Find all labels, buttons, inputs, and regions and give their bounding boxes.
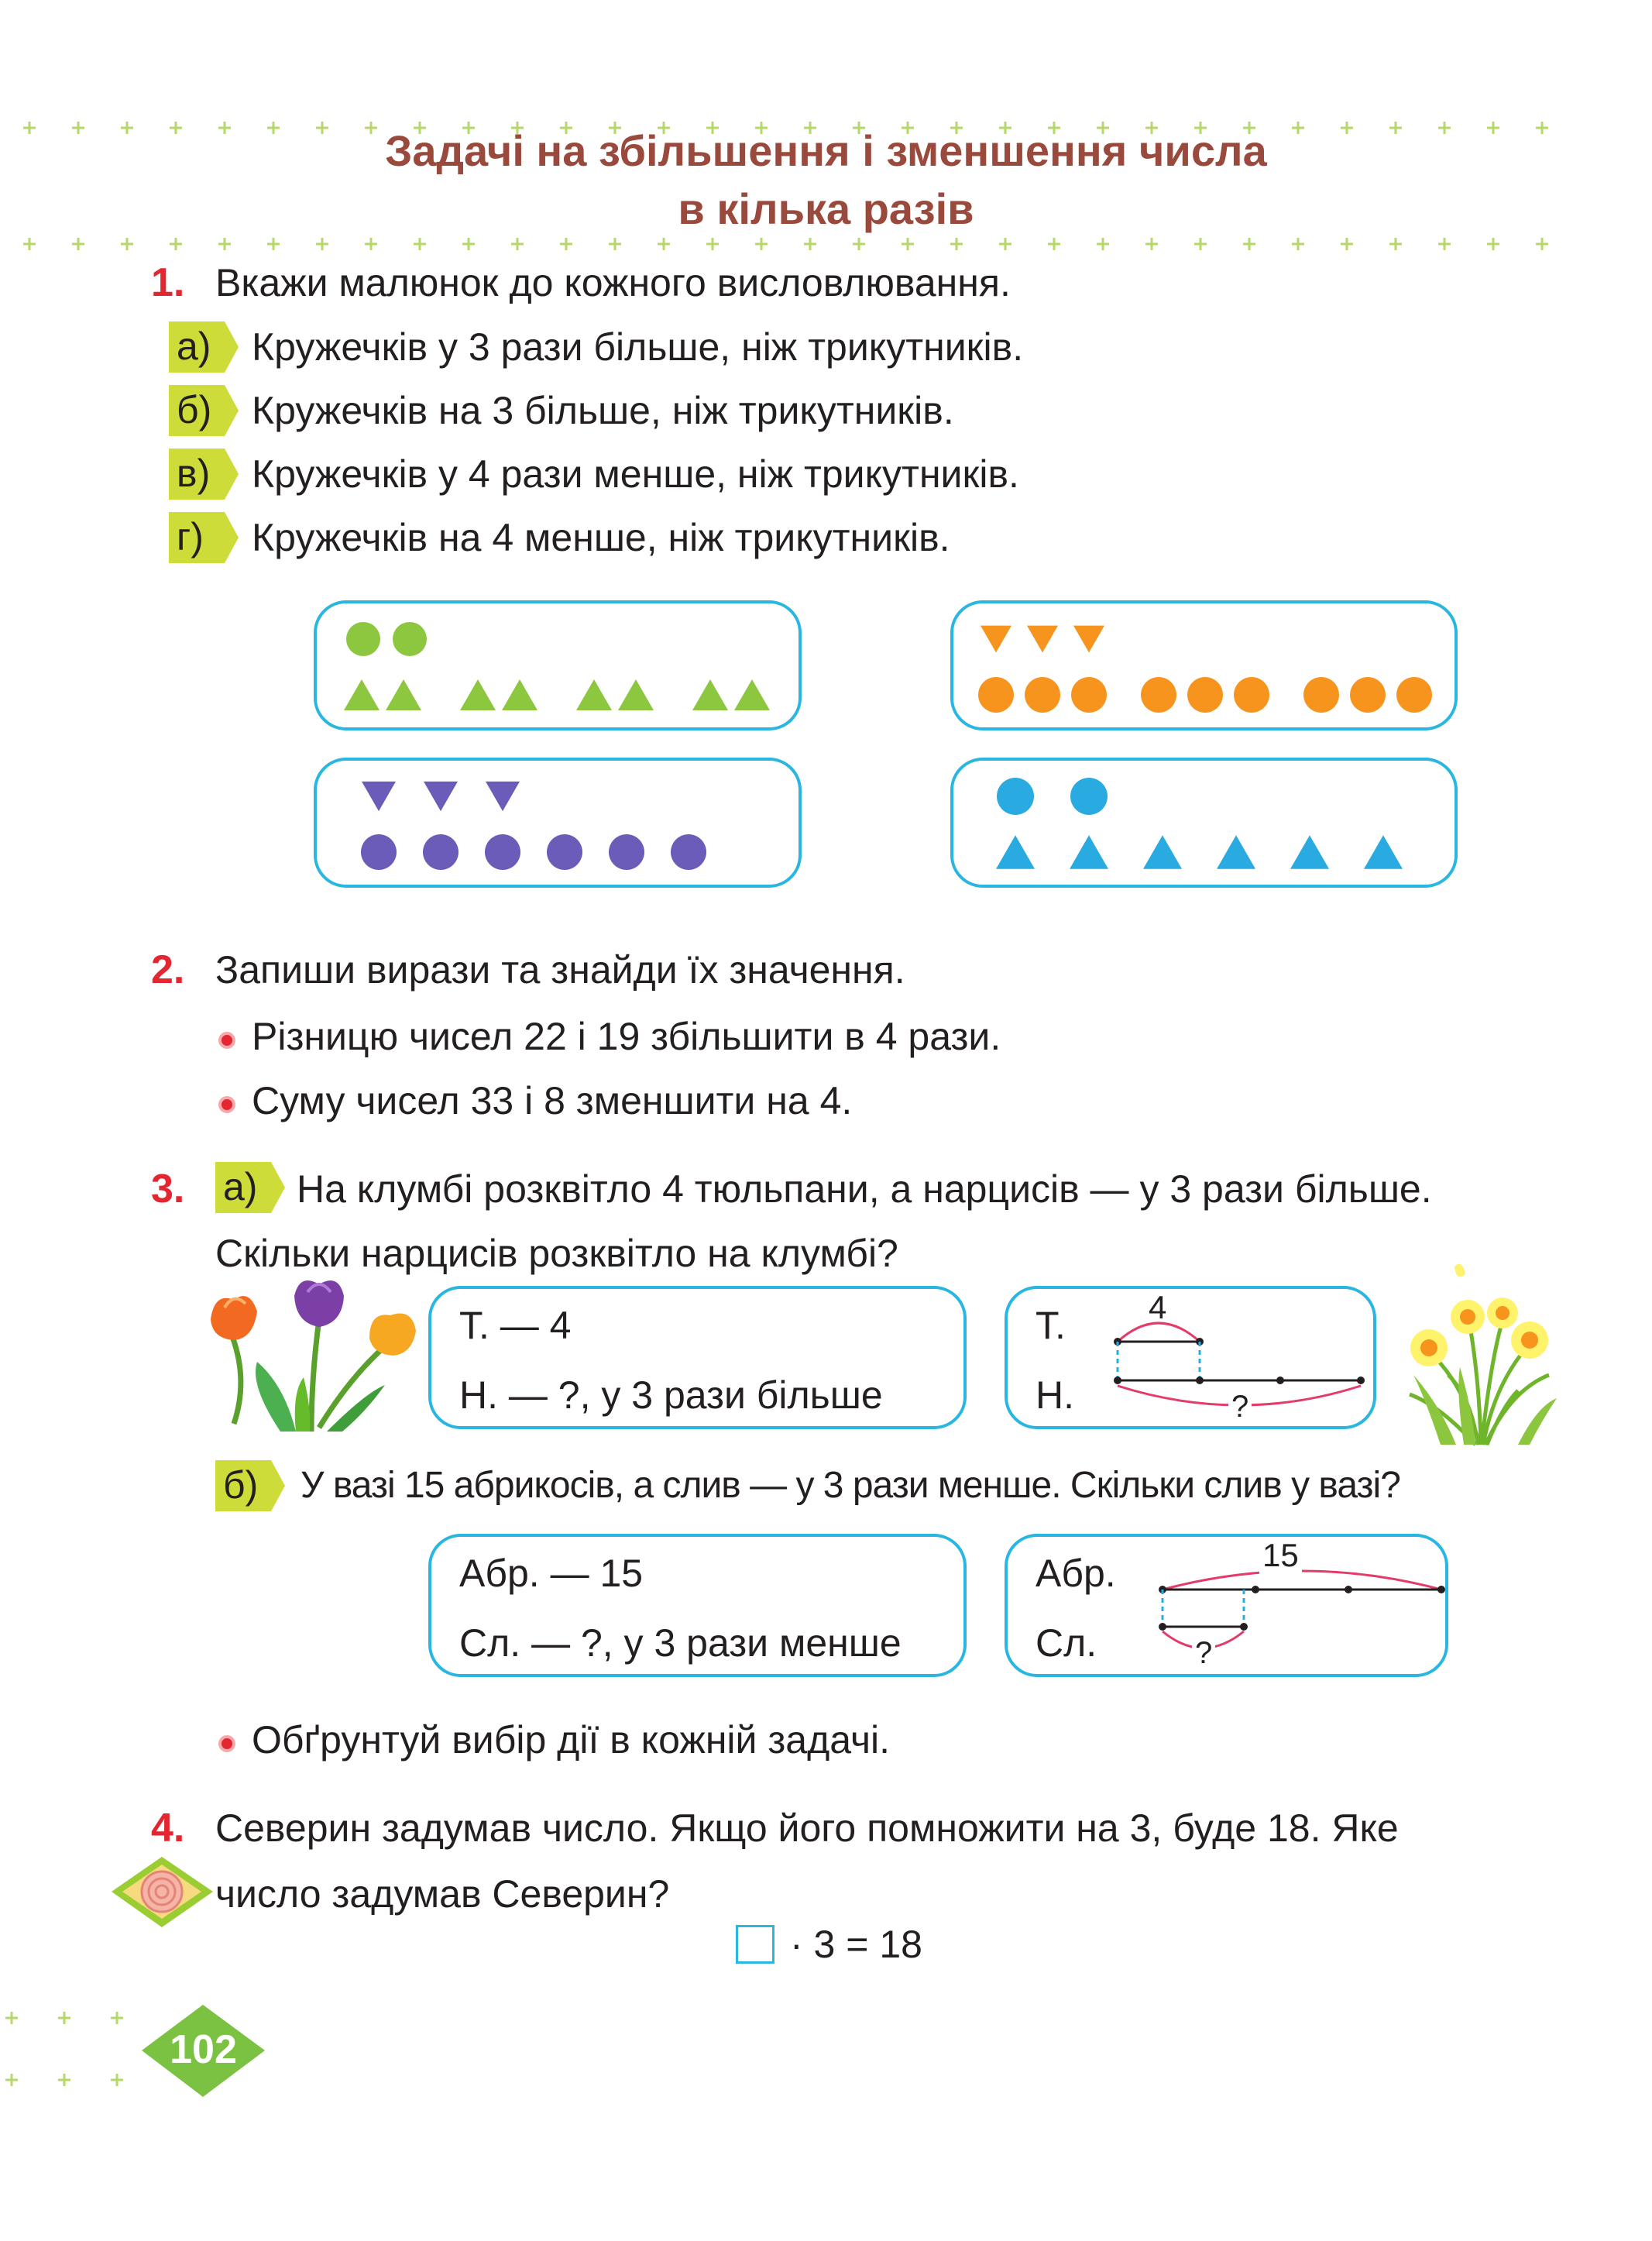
- circle-shape: [361, 834, 397, 870]
- task3-b-diagram: [1005, 1534, 1448, 1677]
- circle-shape: [609, 834, 644, 870]
- triangle-shape: [362, 782, 396, 811]
- plus-mark: [58, 2012, 70, 2024]
- triangle-shape: [1073, 626, 1104, 653]
- task3-a-note2: Н. — ?, у 3 рази більше: [459, 1373, 883, 1417]
- plus-mark: [5, 2012, 18, 2024]
- plus-mark: [365, 238, 377, 250]
- task2-bullet-1-icon: [218, 1032, 235, 1049]
- task4-line1: Северин задумав число. Якщо його помножити на 3, буде 18. Яке: [215, 1806, 1399, 1850]
- shapes-box-orange: [950, 600, 1458, 730]
- tulips-illustration: [203, 1277, 424, 1435]
- plus-mark: [1341, 238, 1353, 250]
- task1-letter-b: б): [169, 385, 225, 436]
- task3-b-diagram-top-value: 15: [1259, 1537, 1302, 1574]
- task1-item-c: Кружечків у 4 рази менше, ніж трикутників.: [252, 452, 1019, 496]
- task1-item-a: Кружечків у 3 рази більше, ніж трикутників.: [252, 325, 1024, 369]
- task2-bullet-1: Різницю чисел 22 і 19 збільшити в 4 рази.: [252, 1015, 1001, 1058]
- page-title: Задачі на збільшення і зменшення числа: [385, 126, 1267, 175]
- task3-b-shortnote: [428, 1534, 967, 1677]
- triangle-shape: [502, 679, 538, 710]
- task3-bullet-icon: [218, 1735, 235, 1752]
- task3-b-note2: Сл. — ?, у 3 рази менше: [459, 1621, 902, 1665]
- triangle-shape: [1143, 835, 1182, 869]
- triangle-shape: [1364, 835, 1403, 869]
- triangle-shape: [1027, 626, 1058, 653]
- task3-a-diagram-bottom-value: ?: [1228, 1390, 1252, 1425]
- plus-mark: [1145, 238, 1158, 250]
- plus-mark: [1389, 238, 1402, 250]
- plus-mark: [609, 238, 621, 250]
- plus-mark: [804, 238, 816, 250]
- plus-mark: [267, 238, 280, 250]
- plus-mark: [706, 238, 719, 250]
- plus-mark: [1243, 238, 1255, 250]
- triangle-shape: [981, 626, 1011, 653]
- plus-mark: [462, 238, 475, 250]
- circle-shape: [346, 622, 380, 656]
- task3-b-diagram-label1: Абр.: [1036, 1552, 1116, 1595]
- shapes-box-purple: [314, 758, 802, 888]
- plus-mark: [111, 2012, 123, 2024]
- circle-shape: [393, 622, 427, 656]
- daffodils-illustration: [1394, 1259, 1568, 1449]
- plus-mark: [755, 238, 768, 250]
- task3-b-diagram-bottom-value: ?: [1192, 1636, 1215, 1671]
- plus-mark: [218, 238, 231, 250]
- plus-mark: [5, 2074, 18, 2086]
- page-subtitle: в кілька разів: [678, 184, 974, 233]
- task3-a-diagram: [1005, 1286, 1376, 1429]
- task2-bullet-2-icon: [218, 1096, 235, 1113]
- triangle-shape: [460, 679, 496, 710]
- plus-mark: [58, 2074, 70, 2086]
- plus-mark: [511, 238, 524, 250]
- plus-mark: [414, 238, 426, 250]
- triangle-shape: [1217, 835, 1255, 869]
- triangle-shape: [576, 679, 612, 710]
- shapes-box-green: [314, 600, 802, 730]
- circle-shape: [547, 834, 582, 870]
- answer-box[interactable]: [736, 1925, 774, 1964]
- task3-letter-b: б): [215, 1460, 271, 1511]
- triangle-shape: [618, 679, 654, 710]
- plus-mark: [170, 238, 182, 250]
- plus-mark: [72, 238, 84, 250]
- plus-mark: [1194, 238, 1207, 250]
- task3-number: 3.: [151, 1167, 185, 1212]
- task3-bullet: Обґрунтуй вибір дії в кожній задачі.: [252, 1718, 891, 1762]
- plus-mark: [121, 238, 133, 250]
- task3-a-line2: Скільки нарцисів розквітло на клумбі?: [215, 1232, 898, 1275]
- task1-number: 1.: [151, 260, 185, 305]
- triangle-shape: [692, 679, 728, 710]
- plus-mark: [853, 238, 865, 250]
- circle-shape: [978, 677, 1014, 713]
- circle-shape: [1303, 677, 1339, 713]
- plus-mark: [999, 238, 1011, 250]
- triangle-shape: [1290, 835, 1329, 869]
- triangle-shape: [996, 835, 1035, 869]
- plus-mark: [111, 2074, 123, 2086]
- circle-shape: [1141, 677, 1176, 713]
- circle-shape: [1187, 677, 1223, 713]
- plus-mark: [560, 238, 572, 250]
- triangle-shape: [386, 679, 421, 710]
- triangle-shape: [424, 782, 458, 811]
- task3-b-diagram-label2: Сл.: [1036, 1621, 1097, 1665]
- plus-mark: [1048, 238, 1060, 250]
- task1-letter-d: г): [169, 512, 225, 563]
- triangle-shape: [734, 679, 770, 710]
- circle-shape: [1234, 677, 1269, 713]
- plus-mark: [1292, 238, 1304, 250]
- task2-bullet-2: Суму чисел 33 і 8 зменшити на 4.: [252, 1079, 853, 1122]
- task3-a-line1: На клумбі розквітло 4 тюльпани, а нарцисів — у 3 рази більше.: [297, 1167, 1432, 1211]
- task2-prompt: Запиши вирази та знайди їх значення.: [215, 948, 905, 992]
- triangle-shape: [486, 782, 520, 811]
- circle-shape: [1396, 677, 1432, 713]
- triangle-shape: [344, 679, 380, 710]
- task1-item-d: Кружечків на 4 менше, ніж трикутників.: [252, 516, 950, 559]
- task3-b-note1: Абр. — 15: [459, 1552, 644, 1595]
- task1-letter-a: а): [169, 321, 225, 373]
- plus-mark: [902, 238, 914, 250]
- circle-shape: [1025, 677, 1060, 713]
- task3-letter-a: а): [215, 1162, 271, 1213]
- task4-number: 4.: [151, 1806, 185, 1851]
- task1-item-b: Кружечків на 3 більше, ніж трикутників.: [252, 389, 954, 432]
- plus-mark: [1097, 238, 1109, 250]
- circle-shape: [1070, 778, 1108, 815]
- target-icon: [110, 1855, 215, 1929]
- circle-shape: [1350, 677, 1386, 713]
- plus-mark: [950, 238, 963, 250]
- circle-shape: [671, 834, 706, 870]
- plus-mark: [1438, 238, 1451, 250]
- task3-a-note1: Т. — 4: [459, 1304, 572, 1347]
- shapes-box-cyan: [950, 758, 1458, 888]
- task1-letter-c: в): [169, 449, 225, 500]
- task3-a-diagram-top-value: 4: [1149, 1289, 1167, 1325]
- plus-mark: [23, 238, 36, 250]
- plus-mark: [1536, 238, 1548, 250]
- task4-line2: число задумав Северин?: [215, 1872, 670, 1916]
- task2-number: 2.: [151, 947, 185, 992]
- plus-mark: [658, 238, 670, 250]
- task4-equation: · 3 = 18: [790, 1923, 922, 1966]
- page-number: 102: [170, 2027, 237, 2072]
- triangle-shape: [1070, 835, 1108, 869]
- circle-shape: [423, 834, 459, 870]
- bottom-plus-grid: [0, 2006, 139, 2091]
- circle-shape: [997, 778, 1034, 815]
- task3-b-line1: У вазі 15 абрикосів, а слив — у 3 рази менше. Скільки слив у вазі?: [301, 1465, 1400, 1506]
- task3-a-diagram-label2: Н.: [1036, 1373, 1074, 1417]
- circle-shape: [1071, 677, 1107, 713]
- plus-mark: [1487, 238, 1499, 250]
- task3-a-shortnote: [428, 1286, 967, 1429]
- task3-a-diagram-label1: Т.: [1036, 1304, 1066, 1347]
- circle-shape: [485, 834, 520, 870]
- task1-prompt: Вкажи малюнок до кожного висловлювання.: [215, 261, 1011, 304]
- plus-mark: [316, 238, 328, 250]
